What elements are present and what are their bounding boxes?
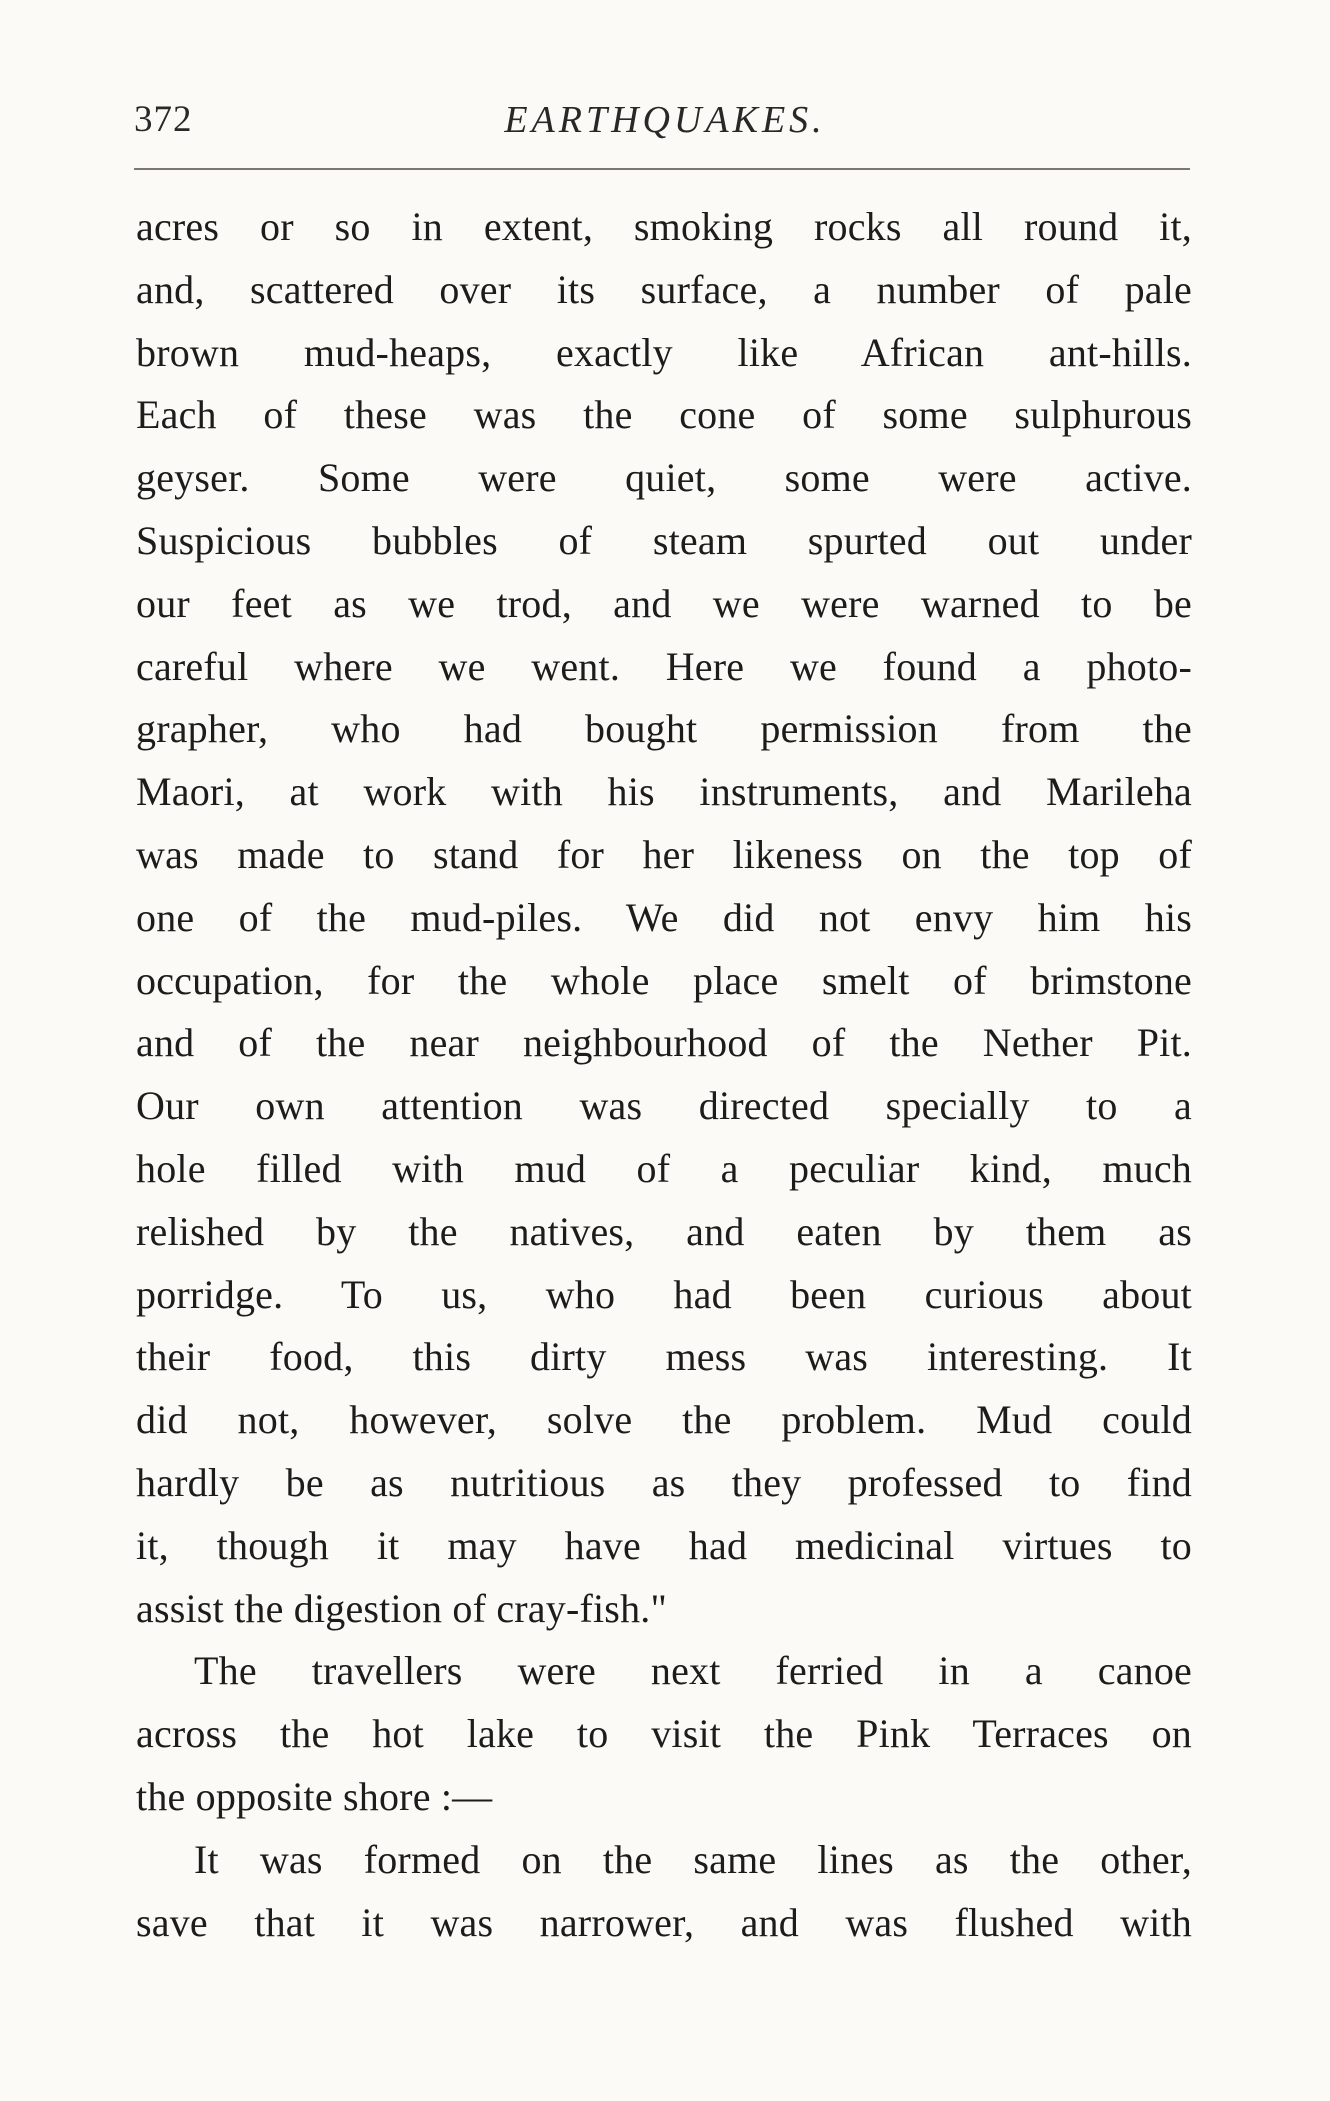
text-line: Our own attention was directed specially to a <box>136 1083 1192 1129</box>
text-line: grapher, who had bought permission from the <box>136 706 1192 752</box>
body-text <box>136 196 1192 1954</box>
text-line: their food, this dirty mess was interesting. It <box>136 1334 1192 1380</box>
text-line: it, though it may have had medicinal virtues to <box>136 1522 1192 1568</box>
text-line: Suspicious bubbles of steam spurted out under <box>136 517 1192 563</box>
text-line: Each of these was the cone of some sulphurous <box>136 392 1192 438</box>
text-line: assist the digestion of cray-fish." <box>136 1585 668 1631</box>
text-line: was made to stand for her likeness on the top of <box>136 831 1192 877</box>
text-line: across the hot lake to visit the Pink Terraces on <box>136 1711 1192 1757</box>
text-line: occupation, for the whole place smelt of brimstone <box>136 957 1192 1003</box>
text-line: hardly be as nutritious as they professed to find <box>136 1459 1192 1505</box>
text-line: brown mud-heaps, exactly like African ant-hills. <box>136 329 1192 375</box>
header-rule <box>134 168 1190 170</box>
text-line: the opposite shore :— <box>136 1773 493 1819</box>
text-line: porridge. To us, who had been curious about <box>136 1271 1192 1317</box>
text-line: hole filled with mud of a peculiar kind, much <box>136 1145 1192 1191</box>
text-line: The travellers were next ferried in a canoe <box>194 1648 1192 1694</box>
text-line: acres or so in extent, smoking rocks all round it, <box>136 204 1192 249</box>
text-line: geyser. Some were quiet, some were active. <box>136 455 1192 501</box>
page-number: 372 <box>134 99 193 140</box>
text-line: our feet as we trod, and we were warned to be <box>136 580 1192 626</box>
text-line: relished by the natives, and eaten by them as <box>136 1208 1192 1254</box>
text-line: and of the near neighbourhood of the Nether Pit. <box>136 1020 1192 1066</box>
text-line: Maori, at work with his instruments, and Marileha <box>136 769 1192 815</box>
text-line: It was formed on the same lines as the other, <box>194 1836 1192 1882</box>
running-title: EARTHQUAKES. <box>504 99 826 141</box>
text-line: one of the mud-piles. We did not envy him his <box>136 894 1192 940</box>
text-line: did not, however, solve the problem. Mud could <box>136 1397 1192 1443</box>
text-line: and, scattered over its surface, a number of pale <box>136 266 1192 312</box>
text-line: careful where we went. Here we found a photo- <box>136 643 1192 689</box>
text-line: save that it was narrower, and was flushed with <box>136 1899 1192 1945</box>
